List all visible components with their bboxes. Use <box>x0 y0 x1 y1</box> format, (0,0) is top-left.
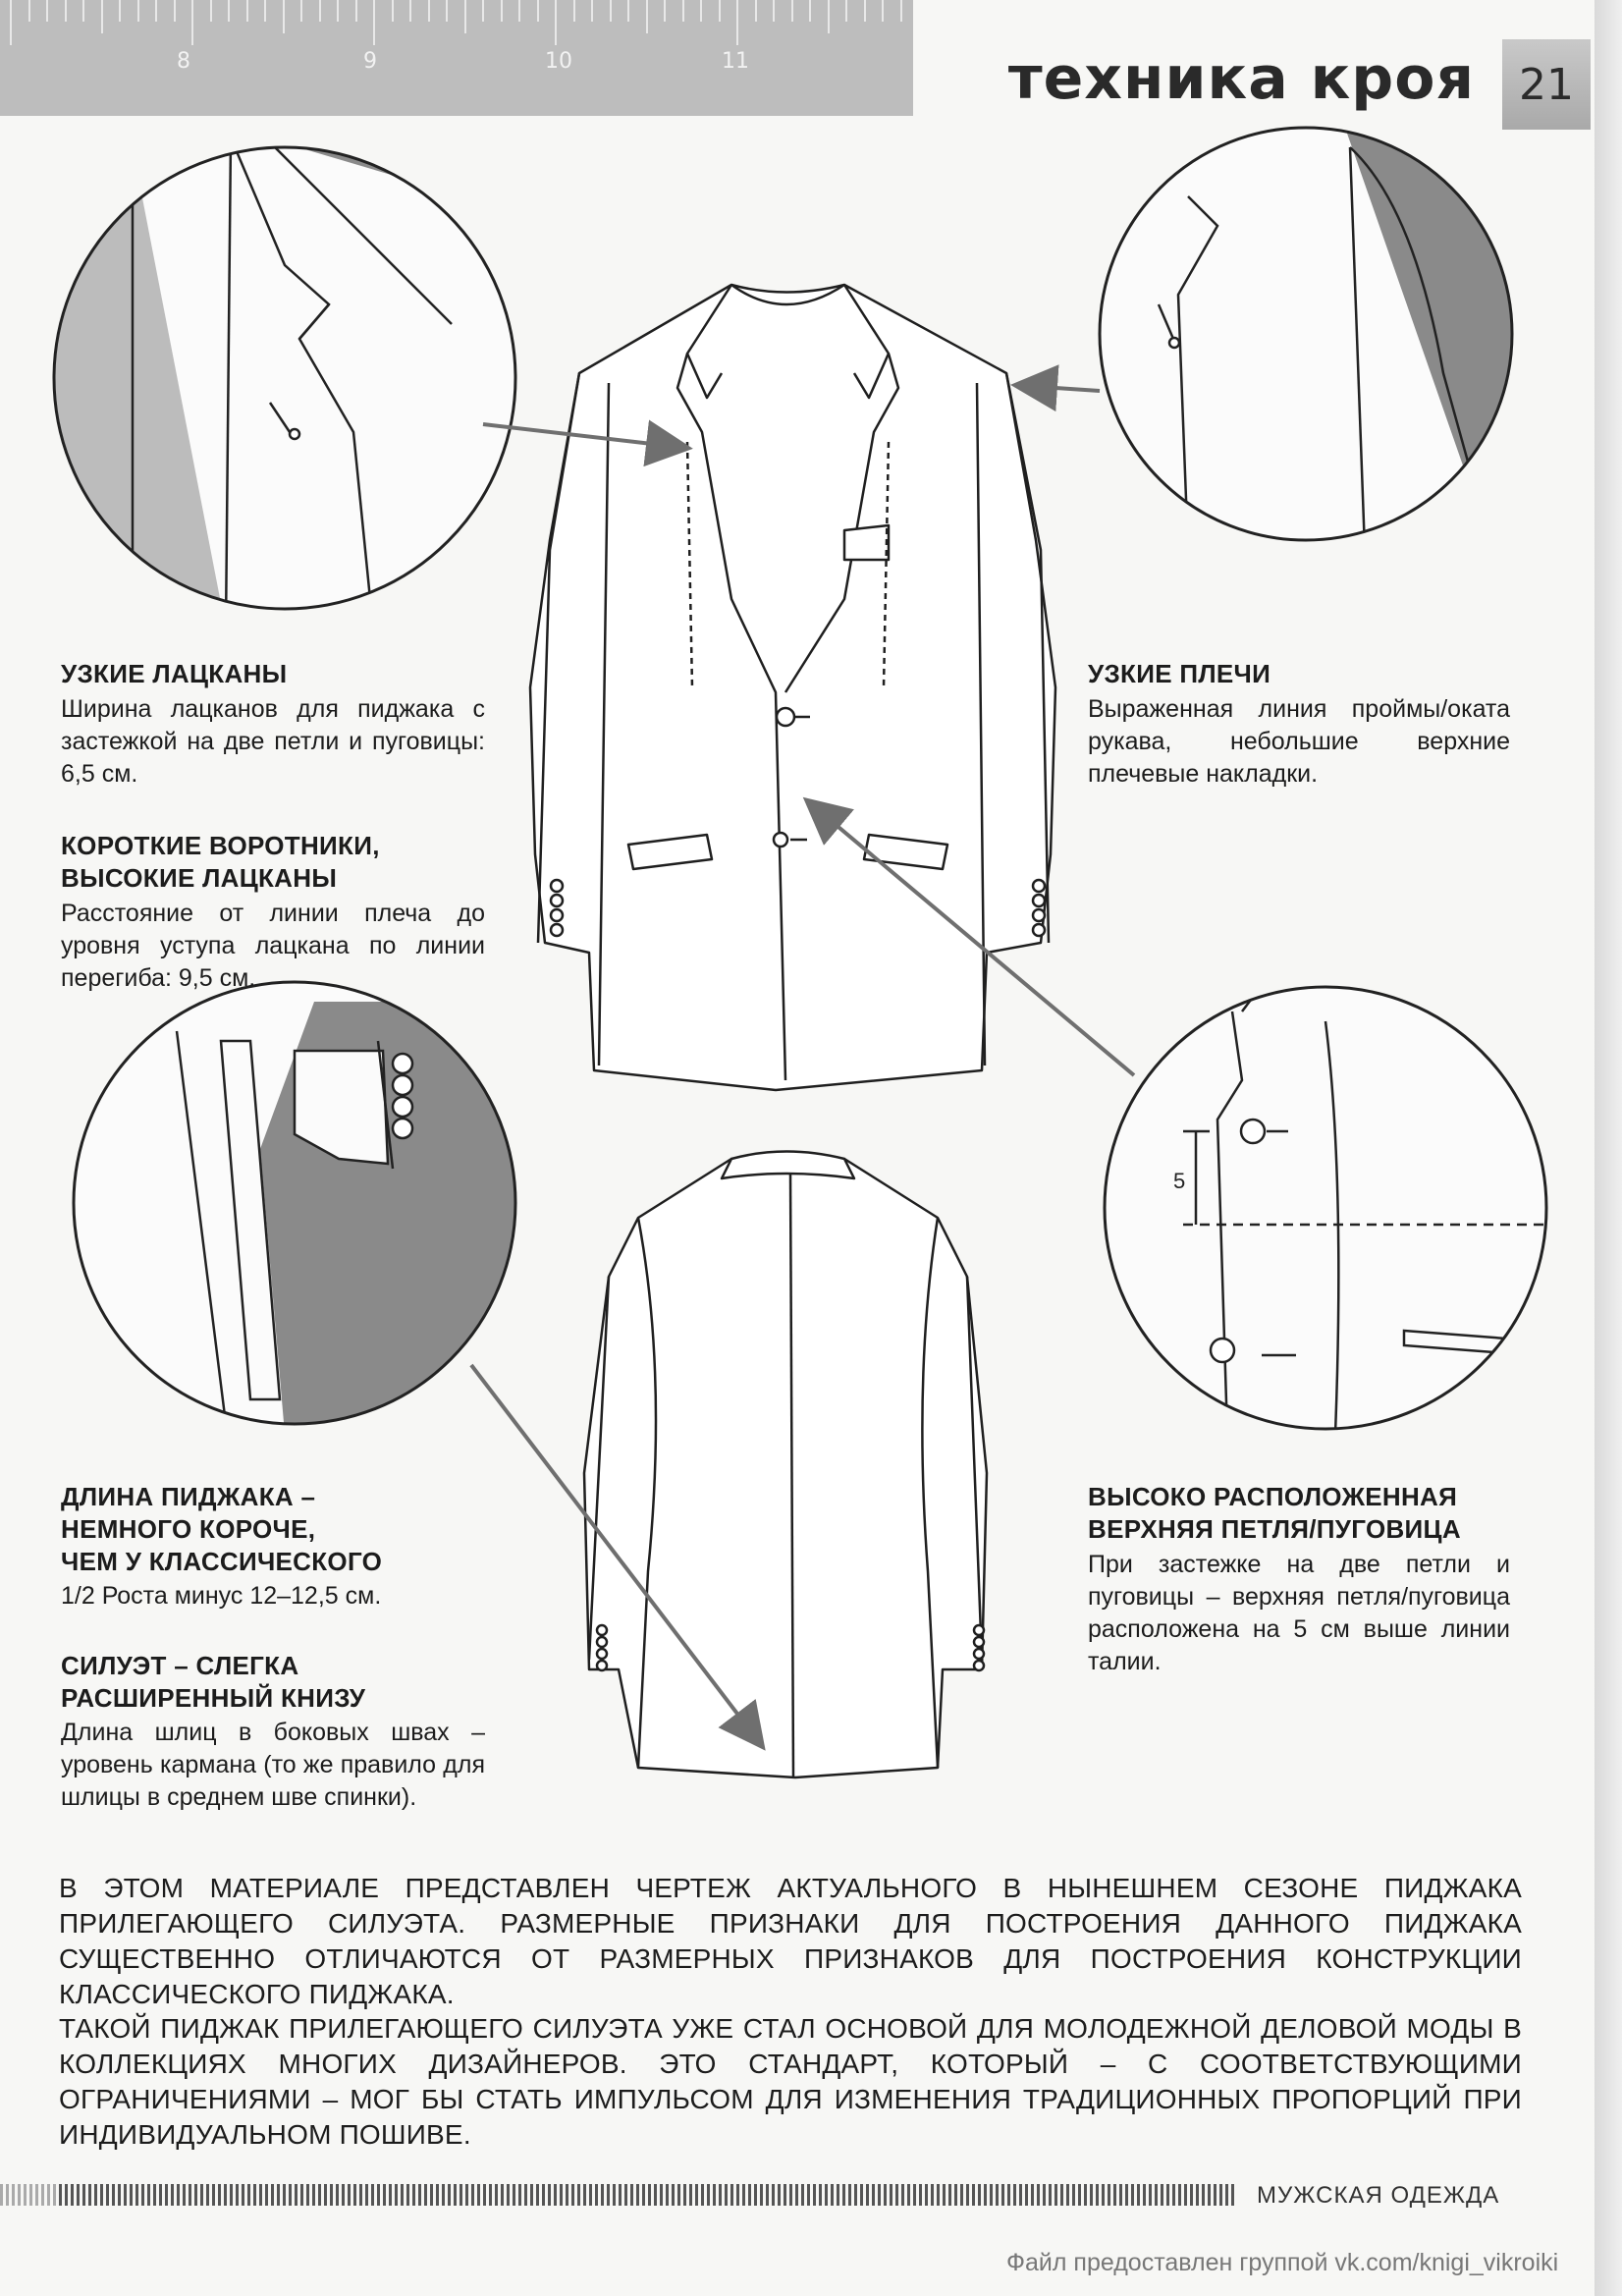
ruler-number: 8 <box>177 49 190 74</box>
footer-bar <box>548 2184 551 2206</box>
footer-bar <box>730 2184 733 2206</box>
footer-bar <box>236 2184 239 2206</box>
narrow-shoulders-heading: УЗКИЕ ПЛЕЧИ <box>1088 659 1271 688</box>
footer-bar <box>106 2184 109 2206</box>
footer-bar <box>913 2184 916 2206</box>
footer-bar <box>642 2184 645 2206</box>
footer-bar <box>695 2184 698 2206</box>
footer-bar <box>907 2184 910 2206</box>
footer-bar <box>124 2184 127 2206</box>
footer-bar <box>265 2184 268 2206</box>
footer-bar <box>518 2184 521 2206</box>
footer-bar <box>577 2184 580 2206</box>
footer-bar <box>825 2184 828 2206</box>
footer-bar <box>1113 2184 1116 2206</box>
footer-bar <box>636 2184 639 2206</box>
short-collars-text: Расстояние от линии плеча до уровня уступа лацкана по линии перегиба: 9,5 см. <box>61 900 485 992</box>
footer-bar <box>1060 2184 1063 2206</box>
footer-bar <box>389 2184 392 2206</box>
footer-bar <box>1096 2184 1099 2206</box>
footer-bar <box>465 2184 468 2206</box>
footer-bar <box>666 2184 669 2206</box>
footer-bar <box>954 2184 957 2206</box>
footer-bar <box>348 2184 351 2206</box>
footer-bar <box>277 2184 280 2206</box>
footer-bar <box>766 2184 769 2206</box>
footer-bar <box>807 2184 810 2206</box>
footer-bar <box>819 2184 822 2206</box>
footer-bar <box>895 2184 898 2206</box>
footer-bar <box>742 2184 745 2206</box>
footer-bar <box>1013 2184 1016 2206</box>
footer-bar <box>230 2184 233 2206</box>
footer-bar <box>454 2184 457 2206</box>
footer-bar <box>436 2184 439 2206</box>
footer-bar <box>289 2184 292 2206</box>
footer-bar <box>1149 2184 1152 2206</box>
jacket-length-heading-1: ДЛИНА ПИДЖАКА – <box>61 1482 316 1511</box>
footer-bar <box>271 2184 274 2206</box>
footer-bar <box>430 2184 433 2206</box>
footer-bar <box>359 2184 362 2206</box>
back-jacket-drawing <box>584 1152 987 1778</box>
footer-bar <box>135 2184 138 2206</box>
silhouette-text: Длина шлиц в боковых швах – уровень кармана (то же правило для шлицы в среднем шве спинки). <box>61 1719 485 1811</box>
footer-bar <box>1043 2184 1046 2206</box>
footer-bar <box>218 2184 221 2206</box>
footer-bar <box>1066 2184 1069 2206</box>
footer-bar <box>560 2184 563 2206</box>
footer-bar <box>960 2184 963 2206</box>
footer-bar <box>118 2184 121 2206</box>
footer-bar <box>18 2184 21 2206</box>
footer-bar <box>353 2184 356 2206</box>
ruler-number: 9 <box>363 49 377 74</box>
footer-bar <box>141 2184 144 2206</box>
footer-bar <box>12 2184 15 2206</box>
footer-bar <box>837 2184 839 2206</box>
footer-bar <box>872 2184 875 2206</box>
footer-bar <box>1037 2184 1040 2206</box>
footer-bar <box>253 2184 256 2206</box>
footer-bar <box>312 2184 315 2206</box>
dimension-label: 5 <box>1173 1169 1186 1193</box>
footer-bar <box>524 2184 527 2206</box>
footer-bar <box>412 2184 415 2206</box>
footer-bar <box>189 2184 191 2206</box>
footer-bar <box>283 2184 286 2206</box>
footer-bar <box>242 2184 244 2206</box>
footer-bar <box>224 2184 227 2206</box>
footer-bar <box>100 2184 103 2206</box>
narrow-lapels-text: Ширина лацканов для пиджака с застежкой на две петли и пуговицы: 6,5 см. <box>61 695 485 788</box>
footer-bar <box>860 2184 863 2206</box>
footer-bar <box>501 2184 504 2206</box>
footer-bar <box>772 2184 775 2206</box>
footer-bar <box>194 2184 197 2206</box>
footer-bar <box>848 2184 851 2206</box>
footer-bar <box>931 2184 934 2206</box>
footer-bar <box>795 2184 798 2206</box>
high-button-heading-1: ВЫСОКО РАСПОЛОЖЕННАЯ <box>1088 1482 1458 1511</box>
intro-paragraph-1: В ЭТОМ МАТЕРИАЛЕ ПРЕДСТАВЛЕН ЧЕРТЕЖ АКТУАЛЬНОГО В НЫНЕШНЕМ СЕЗОНЕ ПИДЖАКА ПРИЛЕГАЮЩЕГО СИЛУЭТА. РАЗМЕРНЫЕ ПРИЗНАКИ ДЛЯ ПОСТРОЕНИЯ ДАННОГО ПИДЖАКА СУЩЕСТВЕННО ОТЛИЧАЮТСЯ ОТ РАЗМЕРНЫХ ПРИЗНАКОВ ДЛЯ ПОСТРОЕНИЯ КОНСТРУКЦИИ КЛАССИЧЕСКОГО ПИДЖАКА. <box>59 1873 1522 2009</box>
footer-bar <box>842 2184 845 2206</box>
short-collars-heading-1: КОРОТКИЕ ВОРОТНИКИ, <box>61 831 380 860</box>
footer-bar <box>901 2184 904 2206</box>
footer-bar <box>778 2184 781 2206</box>
footer-bar <box>937 2184 940 2206</box>
footer-bar <box>660 2184 663 2206</box>
footer-bar <box>513 2184 515 2206</box>
footer-bar <box>200 2184 203 2206</box>
footer-bar <box>866 2184 869 2206</box>
lapel-detail-circle <box>39 137 530 629</box>
footer-bar <box>448 2184 451 2206</box>
footer-bar <box>948 2184 951 2206</box>
footer-bar <box>1078 2184 1081 2206</box>
footer-bar <box>65 2184 68 2206</box>
footer-bar <box>813 2184 816 2206</box>
footer-bar <box>878 2184 881 2206</box>
footer-bar <box>1231 2184 1234 2206</box>
footer-bar <box>336 2184 339 2206</box>
footer-bar <box>689 2184 692 2206</box>
footer-bar <box>619 2184 622 2206</box>
footer-bar <box>801 2184 804 2206</box>
short-collars-heading-2: ВЫСОКИЕ ЛАЦКАНЫ <box>61 863 338 893</box>
footer-bar <box>59 2184 62 2206</box>
page-title: техника кроя <box>1007 44 1475 113</box>
footer-bar <box>1196 2184 1199 2206</box>
footer-bar <box>589 2184 592 2206</box>
footer-bar <box>683 2184 686 2206</box>
source-credit: Файл предоставлен группой vk.com/knigi_vikroiki <box>1006 2249 1559 2276</box>
footer-bar <box>165 2184 168 2206</box>
footer-bar <box>595 2184 598 2206</box>
footer-bar <box>530 2184 533 2206</box>
footer-bar <box>1031 2184 1034 2206</box>
footer-bar <box>630 2184 633 2206</box>
footer-bar <box>460 2184 462 2206</box>
footer-bar <box>53 2184 56 2206</box>
footer-bar <box>1219 2184 1222 2206</box>
footer-bar <box>365 2184 368 2206</box>
footer-bar <box>41 2184 44 2206</box>
footer-bar <box>342 2184 345 2206</box>
footer-bar <box>183 2184 186 2206</box>
footer-bar <box>371 2184 374 2206</box>
footer-bar <box>1184 2184 1187 2206</box>
footer-bar <box>984 2184 987 2206</box>
footer-bar <box>789 2184 792 2206</box>
footer-bar <box>672 2184 675 2206</box>
footer-bar <box>318 2184 321 2206</box>
jacket-length-heading-3: ЧЕМ У КЛАССИЧЕСКОГО <box>61 1547 383 1576</box>
footer-bar <box>1072 2184 1075 2206</box>
footer-bar <box>677 2184 680 2206</box>
footer-bar <box>212 2184 215 2206</box>
footer-bar <box>1125 2184 1128 2206</box>
footer-bar <box>760 2184 763 2206</box>
footer-bar <box>88 2184 91 2206</box>
footer-bar <box>754 2184 757 2206</box>
footer-bar <box>736 2184 739 2206</box>
footer-bar <box>395 2184 398 2206</box>
footer-bar <box>330 2184 333 2206</box>
footer-bar <box>1161 2184 1163 2206</box>
footer-bar <box>406 2184 409 2206</box>
footer-bar <box>1178 2184 1181 2206</box>
footer-bar <box>377 2184 380 2206</box>
footer-bar <box>442 2184 445 2206</box>
footer-bar <box>206 2184 209 2206</box>
button-detail-circle <box>1105 987 1571 1434</box>
jacket-length-heading-2: НЕМНОГО КОРОЧЕ, <box>61 1514 316 1544</box>
footer-bar <box>29 2184 32 2206</box>
footer-bar <box>1001 2184 1004 2206</box>
high-button-text: При застежке на две петли и пуговицы – верхняя петля/пуговица расположена на 5 см выше линии талии. <box>1088 1551 1510 1675</box>
footer-bar <box>554 2184 557 2206</box>
footer-bar <box>94 2184 97 2206</box>
footer-bar <box>71 2184 74 2206</box>
footer-bar <box>1190 2184 1193 2206</box>
footer-bar <box>495 2184 498 2206</box>
footer-bar <box>1172 2184 1175 2206</box>
footer-barcode-strip <box>0 2184 1242 2206</box>
page-number: 21 <box>1502 39 1591 130</box>
footer-bar <box>383 2184 386 2206</box>
footer-bar <box>1049 2184 1052 2206</box>
footer-bar <box>1007 2184 1010 2206</box>
footer-bar <box>1119 2184 1122 2206</box>
footer-bar <box>300 2184 303 2206</box>
footer-bar <box>713 2184 716 2206</box>
footer-bar <box>536 2184 539 2206</box>
footer-bar <box>925 2184 928 2206</box>
intro-text <box>59 1871 1522 2153</box>
footer-bar <box>607 2184 610 2206</box>
shoulder-detail-circle <box>1100 128 1532 594</box>
footer-bar <box>1137 2184 1140 2206</box>
footer-bar <box>996 2184 999 2206</box>
footer-bar <box>77 2184 80 2206</box>
narrow-shoulders-text: Выраженная линия проймы/оката рукава, небольшие верхние плечевые накладки. <box>1088 695 1510 788</box>
footer-bar <box>719 2184 722 2206</box>
footer-bar <box>701 2184 704 2206</box>
footer-bar <box>1225 2184 1228 2206</box>
footer-bar <box>1025 2184 1028 2206</box>
footer-bar <box>854 2184 857 2206</box>
footer-bar <box>82 2184 85 2206</box>
footer-bar <box>1155 2184 1158 2206</box>
silhouette-heading-2: РАСШИРЕННЫЙ КНИЗУ <box>61 1683 366 1713</box>
footer-bar <box>259 2184 262 2206</box>
footer-bar <box>489 2184 492 2206</box>
footer-bar <box>784 2184 786 2206</box>
footer-bar <box>306 2184 309 2206</box>
intro-paragraph-2: ТАКОЙ ПИДЖАК ПРИЛЕГАЮЩЕГО СИЛУЭТА УЖЕ СТАЛ ОСНОВОЙ ДЛЯ МОЛОДЕЖНОЙ ДЕЛОВОЙ МОДЫ В КОЛЛЕКЦИЯХ МНОГИХ ДИЗАЙНЕРОВ. ЭТО СТАНДАРТ, КОТОРЫЙ – С СООТВЕТСТВУЮЩИМИ ОГРАНИЧЕНИЯМИ – МОГ БЫ СТАТЬ ИМПУЛЬСОМ ДЛЯ ИЗМЕНЕНИЯ ТРАДИЦИОННЫХ ПРОПОРЦИЙ ПРИ ИНДИВИДУАЛЬНОМ ПОШИВЕ. <box>59 2013 1522 2150</box>
footer-bar <box>112 2184 115 2206</box>
footer-bar <box>424 2184 427 2206</box>
footer-bar <box>153 2184 156 2206</box>
footer-bar <box>483 2184 486 2206</box>
footer-bar <box>943 2184 946 2206</box>
footer-bar <box>571 2184 574 2206</box>
footer-bar <box>1090 2184 1093 2206</box>
footer-bar <box>324 2184 327 2206</box>
footer-bar <box>966 2184 969 2206</box>
footer-bar <box>401 2184 404 2206</box>
footer-bar <box>477 2184 480 2206</box>
footer-bar <box>1143 2184 1146 2206</box>
footer-bar <box>613 2184 616 2206</box>
footer-bar <box>295 2184 297 2206</box>
footer-bar <box>1214 2184 1216 2206</box>
footer-bar <box>1019 2184 1022 2206</box>
front-jacket-drawing <box>530 285 1055 1090</box>
footer-bar <box>654 2184 657 2206</box>
footer-bar <box>601 2184 604 2206</box>
footer-bar <box>0 2184 3 2206</box>
footer-bar <box>1166 2184 1169 2206</box>
footer-bar <box>418 2184 421 2206</box>
footer-bar <box>990 2184 993 2206</box>
footer-bar <box>1131 2184 1134 2206</box>
narrow-lapels-heading: УЗКИЕ ЛАЦКАНЫ <box>61 659 288 688</box>
footer-bar <box>725 2184 728 2206</box>
footer-bar <box>583 2184 586 2206</box>
magazine-name: МУЖСКАЯ ОДЕЖДА <box>1257 2182 1500 2209</box>
footer-bar <box>507 2184 510 2206</box>
footer-bar <box>566 2184 568 2206</box>
footer-bar <box>247 2184 250 2206</box>
footer-bar <box>177 2184 180 2206</box>
footer-bar <box>648 2184 651 2206</box>
jacket-length-text: 1/2 Роста минус 12–12,5 см. <box>61 1582 382 1610</box>
footer-bar <box>707 2184 710 2206</box>
footer-bar <box>24 2184 27 2206</box>
footer-bar <box>890 2184 892 2206</box>
footer-bar <box>6 2184 9 2206</box>
footer-bar <box>978 2184 981 2206</box>
footer-bar <box>919 2184 922 2206</box>
footer-bar <box>884 2184 887 2206</box>
footer-bar <box>1208 2184 1211 2206</box>
footer-bar <box>1054 2184 1057 2206</box>
footer-bar <box>1202 2184 1205 2206</box>
footer-bar <box>47 2184 50 2206</box>
footer-bar <box>624 2184 627 2206</box>
footer-bar <box>147 2184 150 2206</box>
footer-bar <box>1102 2184 1105 2206</box>
silhouette-heading-1: СИЛУЭТ – СЛЕГКА <box>61 1651 299 1680</box>
footer-bar <box>35 2184 38 2206</box>
footer-bar <box>471 2184 474 2206</box>
footer-bar <box>831 2184 834 2206</box>
footer-bar <box>1084 2184 1087 2206</box>
footer-bar <box>130 2184 133 2206</box>
sleeve-detail-circle <box>74 982 550 1434</box>
footer-bar <box>159 2184 162 2206</box>
footer-bar <box>1108 2184 1110 2206</box>
footer-bar <box>171 2184 174 2206</box>
footer-bar <box>542 2184 545 2206</box>
footer-bar <box>748 2184 751 2206</box>
ruler-number: 10 <box>545 49 572 74</box>
footer-bar <box>972 2184 975 2206</box>
high-button-heading-2: ВЕРХНЯЯ ПЕТЛЯ/ПУГОВИЦА <box>1088 1514 1461 1544</box>
ruler-number: 11 <box>722 49 749 74</box>
